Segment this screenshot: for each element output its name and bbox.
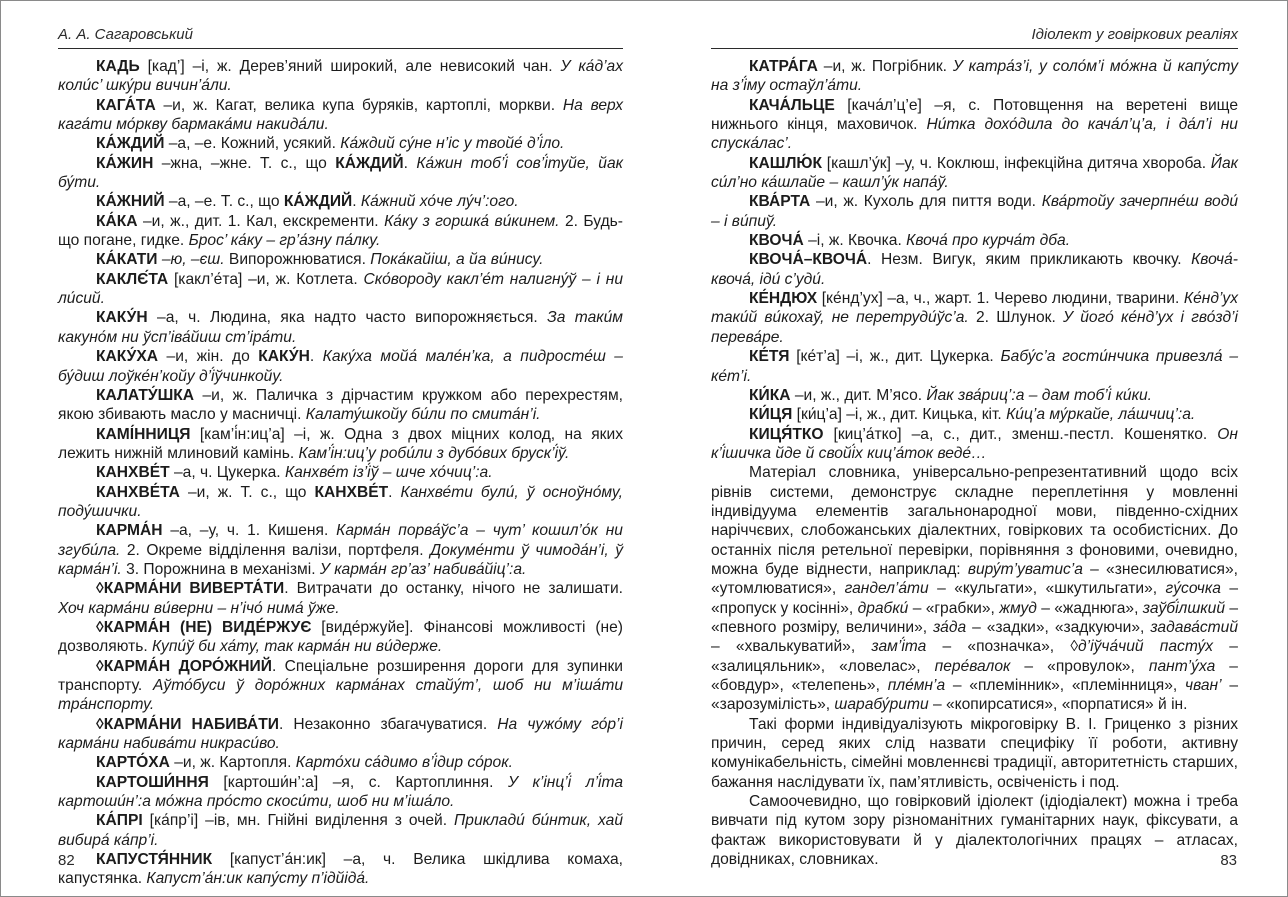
dictionary-entry-kashliuk [711,154,1238,193]
text-run: – «кульгати», «шкутильгати», [928,580,1166,598]
text-run: . Витрачати до останку, нічого не залишати. [284,580,623,598]
dictionary-entry-kazhyn [58,154,623,193]
text-run: У його́ ке́нд’ух і гво́зд’і перева́ре. [711,309,1238,346]
text-run: –и, ж. Кухоль для пиття води. [810,193,1042,211]
text-run: Карто́хи са́димо в’і́дир со́рок. [295,754,513,772]
prose-paragraph-taki-formy [711,715,1238,792]
text-run: КА́КАТИ [96,251,158,269]
text-run: Капуст’а́н:ик капу́сту п’ідйіда́. [146,870,370,888]
text-run: 2. Будь-що погане, гидке. [58,212,623,250]
text-run: КВА́РТА [749,193,811,211]
text-run: –а, –у, ч. 1. Кишеня. [162,522,337,540]
dictionary-entry-kad [58,57,623,96]
text-run: Докуме́нти ў чимода́н’і, ў карма́н’і. [58,541,624,578]
text-run: 2. Окреме відділення валізи, портфеля. [120,541,431,559]
text-run: Он к’і́шичка йде й свойі́х киц’а́ток веде́… [711,425,1238,462]
text-run: – «хвалькуватий», [711,638,872,656]
text-run: Каку́ха мойа́ мале́н’ка, а пидросте́ш – бу́диш лоўке́н’койу д’і́ўчинкойу. [58,348,623,385]
dictionary-entry-kalatushka [58,386,623,425]
text-run: КАНХВЕ́Т [96,464,170,482]
dictionary-entry-kendiukh [711,289,1238,347]
text-run: [картоши́н’:а] –я, с. Картоплиння. [208,773,508,791]
text-run: [кача́л’ц’е] –я, с. Потовщення на веретені вище нижнього кінця, маховичок. [711,96,1238,134]
text-run: –а, ч. Цукерка. [169,464,285,482]
text-run: – «залицяльник», «ловелас», [711,638,1238,675]
dictionary-entry-kakukha [58,347,623,386]
dictionary-entry-kakaty [58,250,623,269]
text-run: КАРТОШИ́ННЯ [96,773,209,791]
text-run: Ка́ку з горшка́ ви́кинем. [384,212,560,230]
text-run: КИЦЯ́ТКО [749,425,824,443]
text-run: КА́ЖДИЙ [335,154,404,172]
text-run: – «певного розміру, величини», [711,599,1239,636]
text-run: [киц’а́тко] –а, с., дит., зменш.-пестл. Кошенятко. [823,425,1218,443]
text-run: пере́валок [934,657,1011,675]
text-run: [кам’і́н:иц’а] –і, ж. Одна з двох міцних колод, на яких лежить нижній млиновий камінь. [58,425,623,462]
book-page-right [711,0,1238,897]
text-run: Ква́ртойу зачерпне́ш води́ – і ви́пиў. [711,193,1238,230]
text-run: У карма́н гр’аз’ набива́йіц’:а. [319,560,527,578]
text-run: –і, ж. Квочка. [803,232,907,250]
text-run: Ско́вороду какл’е́т налигну́ў – і ни ли́сий. [58,270,623,308]
text-run: КА́КА [96,212,138,230]
text-run: д’іўча́чий пасту́х [1078,638,1214,656]
text-run: –и, ж. Картопля. [169,754,296,772]
prose-paragraph-material [711,463,1238,714]
text-run: Бабу́с’а гости́нчика привезла́ – ке́т’і. [711,348,1238,385]
text-run: КАГА́ТА [96,96,156,114]
text-run: Квоча́-квоча́, іди́ с’уди́. [711,251,1238,288]
text-run: – «задки», «задкуючи», [966,618,1151,636]
text-run: КАРТО́ХА [96,754,170,772]
text-run: жмуд [999,599,1037,617]
text-run: [виде́ржуйе]. Фінансові можливості (не) дозволяють. [58,618,624,656]
text-run: –и, ж. Кагат, велика купа буряків, картоплі, моркви. [155,96,563,114]
dictionary-entry-kytsiatko [711,425,1238,464]
dictionary-entry-kachaltse [711,96,1238,154]
dictionary-entry-karman [58,521,623,579]
text-run: КЕ́ТЯ [749,348,790,366]
text-run: КАМІ́ННИЦЯ [96,425,191,443]
text-run: КВОЧА́ [749,232,804,250]
dictionary-entry-ketia [711,347,1238,386]
text-run: гу́сочка [1165,580,1221,598]
text-run: КА́ЖДИЙ [96,135,165,153]
text-run: – «пропуск у косінні», [711,580,1238,617]
dictionary-entry-kapustiannyk [58,850,623,889]
text-run: зам’і́та [871,638,927,656]
text-run: ◊КАРМА́НИ НАБИВА́ТИ [96,715,279,733]
dictionary-entry-kazhnyi [58,192,623,211]
text-run: Пока́кайіш, а йа ви́нису. [370,251,544,269]
text-run: КАКЛЄ́ТА [96,270,169,288]
text-run: На чужо́му го́р’і карма́ни набива́ти никраси́во. [58,715,623,753]
dictionary-entry-kvocha-kvocha [711,250,1238,289]
dictionary-entry-kankhveta [58,483,623,522]
text-run: за́да [933,618,967,636]
dictionary-text-column-left [58,57,623,889]
text-run: КАКУ́Н [258,348,310,366]
text-run: – «знесилюватися», «утомлюватися», [711,560,1238,598]
text-run: . Незаконно збагачуватися. [278,715,498,733]
dictionary-entry-kakleta [58,270,623,309]
text-run: Купи́ў би ха́ту, так карма́н ни ви́держе. [152,638,443,656]
text-run: КА́ПРІ [96,812,143,830]
text-run: [ки́ц’а] –і, ж., дит. Кицька, кіт. [792,406,1007,424]
text-run: –и, ж. Паличка з дірчастим кружком або перехрестям, якою збивають масло у масничці. [58,386,623,424]
text-run: У к’інц’і́ л’і́та картоши́н’:а мо́жна про́сто скоси́ти, шоб ни м’іша́ло. [58,773,623,811]
text-run: – «бовдур», «телепень», [711,657,1238,694]
text-run: Ка́ждий су́не н’іс у твойе́ д’і́ло. [340,135,565,153]
dictionary-entry-kazhdyi [58,134,623,153]
text-run: КАШЛЮ́К [749,154,822,172]
text-run: На верх кага́ти мо́ркву бармака́ми накида́ли. [58,96,624,134]
text-run: [ке́нд’ух] –а, ч., жарт. 1. Черево людини, тварини. [817,290,1184,308]
text-run: ◊КАРМА́Н ДОРО́ЖНИЙ [96,657,272,675]
text-run: Ка́жин тоб’і́ сов’і́туйе, йак бу́ти. [58,154,623,192]
text-run: Ки́ц’а му́ркайе, ла́шчиц’:а. [1006,406,1196,424]
dictionary-entry-katraga [711,57,1238,96]
dictionary-entry-kartoshynnia [58,773,623,812]
text-run: КАТРА́ГА [749,58,818,75]
text-run: – «зарозумілість», [711,677,1239,714]
text-run: –и, ж. Т. с., що [179,483,315,501]
dictionary-entry-kvocha [711,231,1238,250]
text-run: КАРМА́Н [96,522,163,540]
text-run: [ка́пр’і] –ів, мн. Гнійні виділення з очей. [142,812,454,830]
dictionary-text-column-right [711,57,1238,869]
text-run: 2. Шлунок. [968,309,1064,327]
dictionary-entry-kyka [711,386,1238,405]
text-run: Аўто́буси ў доро́жних карма́нах стайу́т’, шоб ни м’іша́ти тра́нспорту. [58,677,623,714]
text-run: – «позначка», ◊ [926,638,1079,656]
text-run: – «провулок», [1010,657,1149,675]
prose-paragraph-samoochevydno [711,792,1238,869]
dictionary-entry-kankhvet [58,463,623,482]
text-run: КАЛАТУ́ШКА [96,386,195,404]
dictionary-entry-kaka [58,212,623,251]
text-run: пант’у́ха [1148,657,1216,675]
text-run: КА́ЖИН [96,154,154,172]
text-run: драбки́ [857,599,909,617]
dictionary-entry-karman-ne-vyderzhuie [58,618,623,657]
text-run: – «копирсатися», «порпатися» й ін. [928,696,1188,714]
text-run: . Спеціальне розширення дороги для зупинки транспорту. [58,657,624,694]
text-run: –и, ж. Погрібник. [817,58,953,75]
running-header-author: А. А. Сагаровський [58,27,623,49]
text-run: – «племінник», «племінниця», [945,677,1185,694]
text-run: КАКУ́Н [96,309,148,327]
text-run: КА́ЖНИЙ [96,193,165,211]
text-run: КАДЬ [96,58,140,75]
text-run: Матеріал словника, універсально-репрезентативний щодо всіх рівнів системи, демонструє складне переплетіння у мовленні індивідуума елементів загальнонародної мови, південно-східних наріччєвих, слобожанських діалектних, говіркових та особистісних. До останніх після ретельної перевірки, порівняння з фоновими, очевидно, можна буде віднести, наприклад: [711,464,1238,578]
text-run: Квоча́ про курча́т дба. [906,232,1071,250]
text-run: . [309,348,323,366]
text-run: КАНХВЕ́ТА [96,483,180,501]
text-run: Випорожнюватися. [224,251,371,269]
text-run: Такі форми індивідуалізують мікроговірку В. І. Гриценко з різних причин, серед яких слід назвати специфіку її роботи, активну комунікабельність, сімейні мовленнєві традиції, авторитетність старших, бажання наслідувати їх, пам’ятливість, освіченість і под. [711,715,1238,791]
dictionary-entry-kytsia [711,405,1238,424]
book-page-left [58,0,623,897]
text-run: КА́ЖДИЙ [283,193,353,211]
text-run: шарабу́рити [834,696,929,714]
text-run: КАНХВЕ́Т [314,483,389,501]
text-run: –жна, –жне. Т. с., що [153,154,336,172]
text-run: Хоч карма́ни ви́верни – н’ічо́ нима́ ўже. [58,599,340,617]
page-number-left: 82 [58,852,75,869]
text-run: Карма́н порва́ўс’а – чут’ кошил’о́к ни згуби́ла. [58,522,623,559]
text-run: Йак зва́риц’:а – дам тоб’і́ ки́ки. [926,386,1152,404]
text-run: [кашл’у́к] –у, ч. Коклюш, інфекційна дитяча хвороба. [822,154,1211,172]
text-run: задава́стий [1150,618,1238,636]
text-run: –а, ч. Людина, яка надто часто випорожняється. [147,309,548,327]
text-run: КЕ́НДЮХ [749,290,818,308]
text-run: Ка́жний хо́че лу́ч’:ого. [360,193,519,211]
text-run: [кад’] –і, ж. Дерев’яний широкий, але невисокий чан. [139,58,561,75]
text-run: –ю, –єш. [157,251,225,269]
text-run: чван’ [1185,677,1222,694]
dictionary-entry-kapri [58,811,623,850]
text-run: –а, –е. Кожний, усякий. [164,135,341,153]
text-run: Калату́шкойу би́ли по смита́н’і. [305,406,541,424]
dictionary-entry-karman-dorozhnyi [58,657,623,715]
text-run: . [352,193,361,211]
text-run: . Незм. Вигук, яким прикликають квочку. [867,251,1192,269]
text-run: У ка́д’ах коли́с’ шку́ри вичин’а́ли. [58,58,624,95]
text-run: КИ́КА [749,386,791,404]
running-header-title: Ідіолект у говіркових реаліях [711,27,1238,49]
dictionary-entry-karmany-nabyvaty [58,715,623,754]
text-run: ◊КАРМА́НИ ВИВЕРТА́ТИ [96,580,285,598]
text-run: – «жаднюга», [1036,599,1143,617]
text-run: 3. Порожнина в механізмі. [121,560,320,578]
dictionary-entry-kartokha [58,753,623,772]
text-run: –а, –е. Т. с., що [164,193,284,211]
text-run: ◊КАРМА́Н (НЕ) ВИДЕ́РЖУЄ [96,618,312,636]
text-run: [ке́т’а] –і, ж., дит. Цукерка. [789,348,1001,366]
text-run: Йак си́л’но ка́шлайе – кашл’у́к напа́ў. [711,154,1238,192]
text-run: Самоочевидно, що говірковий ідіолект (ідіодіалект) можна і треба вивчати під кутом зору різноманітних гуманітарних наук, фіксувати, а фактаж використовувати й у діалектологічних працях – атласах, довідниках, словниках. [711,793,1238,869]
text-run: Ке́нд’ух таки́й ви́кохаў, не перетруди́ўс’а. [711,290,1238,327]
text-run: Ни́тка дохо́дила до кача́л’ц’а, і да́л’і ни спуска́лас’. [711,116,1238,153]
dictionary-entry-kvarta [711,192,1238,231]
dictionary-entry-kagata [58,96,623,135]
text-run: –и, жін. до [158,348,259,366]
text-run: Приклади́ би́нтик, хай вибира́ ка́пр’і. [58,812,624,849]
text-run: . [388,483,401,501]
text-run: [капуст’а́н:ик] –а, ч. Велика шкідлива комаха, капустянка. [58,851,623,888]
text-run: Канхве́ти були́, ў осноўно́му, поду́шички. [58,483,623,520]
dictionary-entry-karmany-vyvertaty [58,579,623,618]
text-run: КВОЧА́–КВОЧА́ [749,251,868,269]
text-run: виру́т’уватис’а [967,560,1083,578]
text-run: –и, ж., дит. М’ясо. [790,386,927,404]
text-run: заўбі́лшкий [1142,599,1225,617]
page-number-right: 83 [1220,852,1237,869]
text-run: У катра́з’і, у соло́м’і мо́жна й капу́сту на з’і́му остаўл’а́ти. [711,58,1238,95]
dictionary-entry-kaminnytsia [58,425,623,464]
text-run: гандел’а́ти [844,580,929,598]
text-run: Кам’і́н:иц’у роби́ли з дубо́вих бруск’і́ў. [298,444,570,462]
text-run: [какл’е́та] –и, ж. Котлета. [168,270,364,288]
text-run: За таки́м какуно́м ни ўсп’іва́йиш ст’іра́ти. [58,309,623,346]
text-run: –и, ж., дит. 1. Кал, екскременти. [137,212,385,230]
text-run: КАПУСТЯ́ННИК [96,851,213,869]
text-run: КИ́ЦЯ [749,406,793,424]
text-run: . [403,154,417,172]
text-run: Брос’ ка́ку – гр’а́зну па́лку. [188,232,381,250]
text-run: пле́мн’а [887,677,946,694]
text-run: КАЧА́ЛЬЦЕ [749,96,835,114]
text-run: Канхве́т із’і́ў – шче хо́чиц’:а. [284,464,493,482]
text-run: КАКУ́ХА [96,348,159,366]
dictionary-entry-kakun [58,308,623,347]
text-run: – «грабки», [908,599,1000,617]
